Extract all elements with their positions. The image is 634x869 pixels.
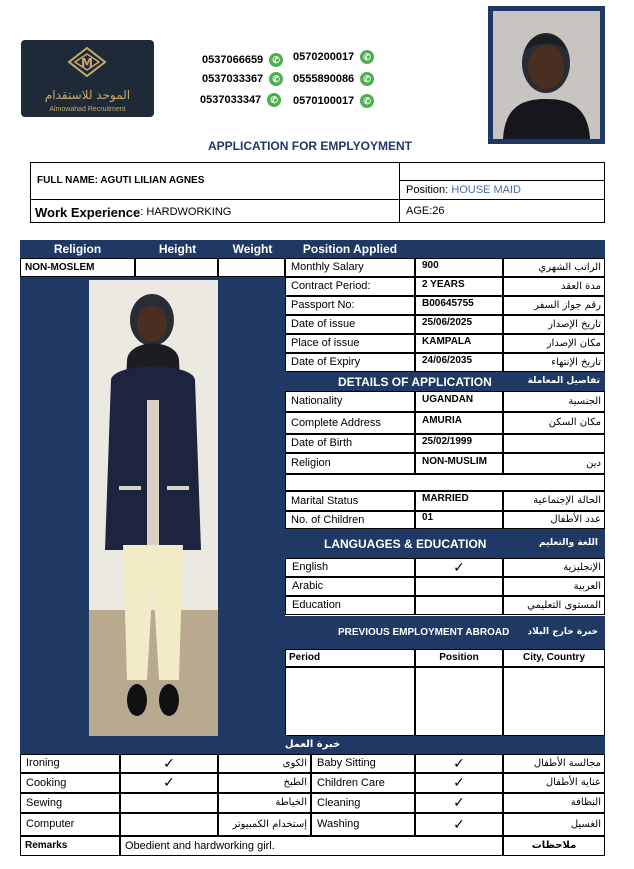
skill-label: Cooking <box>26 776 67 789</box>
detail-label-arabic: الحالة الإجتماعية <box>533 495 601 506</box>
position-applied-label: Contract Period: <box>291 280 371 292</box>
detail-label: Religion <box>291 457 331 469</box>
work-experience-value: : HARDWORKING <box>140 205 232 218</box>
position-applied-label-arabic: الراتب الشهري <box>538 261 601 273</box>
check-icon: ✓ <box>453 775 465 791</box>
phone-number: 0537033367 <box>202 73 264 85</box>
detail-value: 25/02/1999 <box>422 435 473 447</box>
full-name: FULL NAME: AGUTI LILIAN AGNES <box>37 175 205 186</box>
languages-header <box>285 529 605 558</box>
check-icon: ✓ <box>163 755 175 772</box>
table-cell <box>285 474 605 491</box>
portrait-photo <box>488 6 605 144</box>
detail-label: Nationality <box>291 395 343 407</box>
religion-value: NON-MOSLEM <box>25 261 95 273</box>
language-label: English <box>292 561 329 573</box>
whatsapp-icon: ✆ <box>269 72 283 86</box>
phone-number: 0537066659 <box>202 54 264 66</box>
detail-label-arabic: دين <box>586 457 601 469</box>
detail-label: Marital Status <box>291 494 359 507</box>
position-applied-value: 2 YEARS <box>422 278 465 290</box>
position-applied-value: KAMPALA <box>422 335 472 347</box>
whatsapp-icon: ✆ <box>269 53 283 67</box>
skill-label: Children Care <box>317 776 385 789</box>
applicant-info-box <box>30 162 605 223</box>
remarks-value: Obedient and hardworking girl. <box>125 839 275 852</box>
details-header <box>285 372 605 391</box>
position-col-header: Position <box>439 652 479 663</box>
position-applied-label: Passport No: <box>291 299 355 311</box>
detail-label: Date of Birth <box>291 437 353 449</box>
skill-label-arabic: الخياطة <box>275 797 307 808</box>
detail-label: No. of Children <box>291 513 365 526</box>
detail-label-arabic: عدد الأطفال <box>550 514 601 525</box>
detail-label-arabic: مكان السكن <box>548 417 601 428</box>
language-label: Education <box>292 599 341 611</box>
language-label-arabic: العربية <box>573 580 601 592</box>
logo-arabic-text: الموحد للاستقدام <box>44 88 131 102</box>
skill-label-arabic: النظافة <box>570 797 601 808</box>
position-applied-label-arabic: مكان الإصدار <box>546 337 601 349</box>
position-applied-label-arabic: تاريخ الإصدار <box>548 318 601 330</box>
previous-employment-header <box>285 616 605 649</box>
period-header: Period <box>289 652 321 663</box>
skill-label-arabic: الكوى <box>282 757 307 769</box>
position-applied-label: Monthly Salary <box>291 261 364 273</box>
language-label-arabic: الإنجليزية <box>563 561 601 573</box>
position-applied-label: Date of Expiry <box>291 356 361 368</box>
position-applied-value: 900 <box>422 259 439 271</box>
phone-number: 0555890086 <box>293 73 355 85</box>
skill-label-arabic: الغسيل <box>570 818 601 830</box>
check-icon: ✓ <box>453 795 465 811</box>
details-title-arabic: تفاصيل المعاملة <box>527 376 600 386</box>
detail-label: Complete Address <box>291 416 381 429</box>
previous-employment-title: PREVIOUS EMPLOYMENT ABROAD <box>338 626 510 638</box>
position-field <box>403 183 524 198</box>
remarks-label: Remarks <box>25 840 68 851</box>
whatsapp-icon: ✆ <box>360 94 374 108</box>
work-experience-label: Work Experience <box>35 204 141 220</box>
remarks-label-arabic: ملاحظات <box>531 840 577 851</box>
skill-label-arabic: عناية الأطفال <box>545 777 601 788</box>
detail-label-arabic <box>504 434 604 453</box>
skill-label: Sewing <box>26 796 63 809</box>
position-applied-header <box>285 240 605 258</box>
detail-value: AMURIA <box>422 415 462 426</box>
physical-header <box>20 240 285 258</box>
position-applied-title: Position Applied <box>302 242 398 256</box>
position-applied-label: Place of issue <box>291 337 360 349</box>
whatsapp-icon: ✆ <box>360 72 374 86</box>
position-applied-value: B00645755 <box>422 297 474 309</box>
whatsapp-icon: ✆ <box>360 50 374 64</box>
position-value: HOUSE MAID <box>451 184 521 196</box>
skill-label: Cleaning <box>317 796 361 809</box>
company-logo <box>21 40 154 117</box>
svg-text:M: M <box>81 56 93 70</box>
full-body-photo <box>89 280 218 736</box>
check-icon: ✓ <box>453 816 465 833</box>
previous-employment-title-arabic: خبرة خارج البلاد <box>527 627 598 637</box>
position-applied-label-arabic: مدة العقد <box>561 280 601 292</box>
position-applied-value: 25/06/2025 <box>422 316 473 328</box>
skill-label: Washing <box>317 818 360 830</box>
check-icon: ✓ <box>163 775 175 791</box>
logo-english-text: Almowahad Recruitment <box>49 106 126 113</box>
check-icon <box>120 813 218 836</box>
logo-emblem-icon <box>21 42 154 92</box>
language-label-arabic: المستوى التعليمي <box>527 599 601 611</box>
height-header: Height <box>158 242 197 256</box>
detail-label-arabic: الجنسية <box>568 395 601 407</box>
languages-title: LANGUAGES & EDUCATION <box>324 536 487 551</box>
detail-value: NON-MUSLIM <box>422 455 487 467</box>
languages-title-arabic: اللغة والتعليم <box>538 538 598 548</box>
detail-value: MARRIED <box>422 493 469 504</box>
position-applied-label: Date of issue <box>291 318 356 330</box>
details-title: DETAILS OF APPLICATION <box>338 374 492 389</box>
city-country-header: City, Country <box>522 652 586 663</box>
check-icon <box>415 577 503 596</box>
work-experience-header <box>20 736 605 754</box>
skill-label: Baby Sitting <box>317 757 376 769</box>
check-icon: ✓ <box>453 755 465 772</box>
skill-label-arabic: إستخدام الكمبيوتر <box>232 818 307 830</box>
skill-label: Ironing <box>26 757 60 769</box>
phone-number: 0537033347 <box>200 94 262 106</box>
detail-value: 01 <box>422 512 434 523</box>
position-applied-label-arabic: رقم جواز السفر <box>534 299 601 311</box>
check-icon <box>415 596 503 615</box>
work-experience <box>32 202 234 222</box>
phone-number: 0570200017 <box>293 51 355 63</box>
check-icon <box>120 793 218 813</box>
skill-label: Computer <box>26 818 75 830</box>
skill-label-arabic: الطبخ <box>283 777 307 788</box>
position-applied-value: 24/06/2035 <box>422 354 473 366</box>
work-experience-title-arabic: خبرة العمل <box>284 739 341 750</box>
form-title: APPLICATION FOR EMPLYOYMENT <box>207 139 412 153</box>
phone-numbers <box>198 50 388 112</box>
language-label: Arabic <box>292 580 324 592</box>
position-label: Position: <box>406 184 449 196</box>
phone-number: 0570100017 <box>293 95 355 107</box>
religion-header: Religion <box>53 242 102 256</box>
whatsapp-icon: ✆ <box>267 93 281 107</box>
skill-label-arabic: مجالسة الأطفال <box>533 757 601 769</box>
age: AGE:26 <box>406 204 445 217</box>
position-applied-label-arabic: تاريخ الإنتهاء <box>551 356 601 368</box>
check-icon: ✓ <box>453 559 465 576</box>
weight-header: Weight <box>232 242 273 256</box>
detail-value: UGANDAN <box>422 393 474 405</box>
